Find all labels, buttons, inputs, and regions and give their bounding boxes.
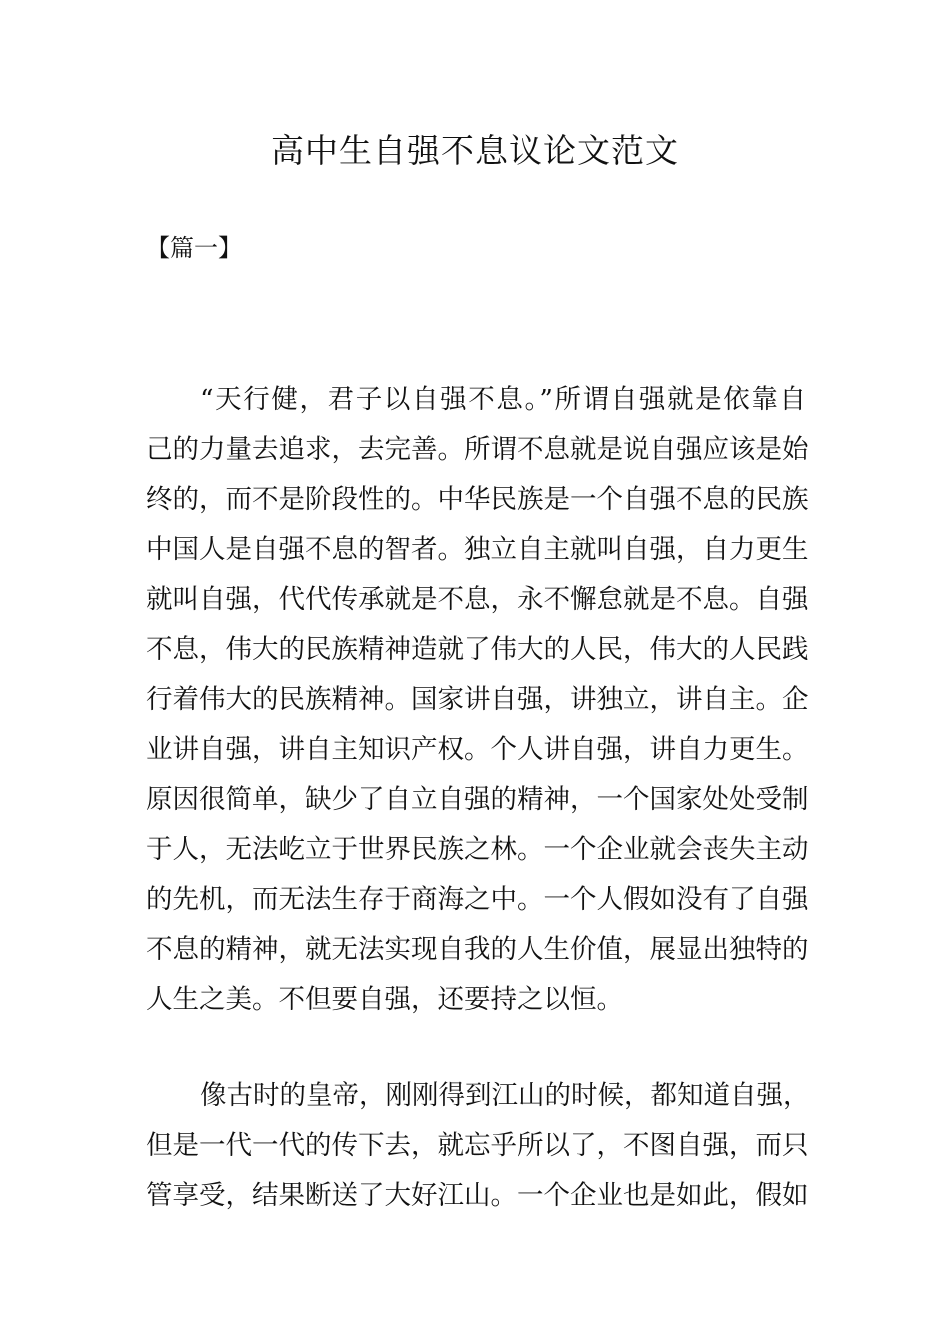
paragraph-line: 行着伟大的民族精神。国家讲自强，讲独立，讲自主。企 (146, 684, 809, 715)
paragraph-2 (146, 1071, 810, 1221)
paragraph-line: 业讲自强，讲自主知识产权。个人讲自强，讲自力更生。 (146, 734, 809, 765)
paragraph-line: 于人，无法屹立于世界民族之林。一个企业就会丧失主动 (146, 834, 809, 865)
paragraph-line: 人生之美。不但要自强，还要持之以恒。 (146, 984, 623, 1015)
paragraph-line: 原因很简单，缺少了自立自强的精神，一个国家处处受制 (146, 784, 809, 815)
paragraph-line: 不息，伟大的民族精神造就了伟大的人民，伟大的人民践 (146, 634, 809, 665)
paragraph-line: 但是一代一代的传下去，就忘乎所以了，不图自强，而只 (146, 1130, 809, 1161)
paragraph-line: “天行健，君子以自强不息。”所谓自强就是依靠自 (200, 384, 806, 415)
paragraph-line: 终的，而不是阶段性的。中华民族是一个自强不息的民族 (146, 484, 809, 515)
section-label: 【篇一】 (146, 234, 242, 262)
paragraph-line: 的先机，而无法生存于商海之中。一个人假如没有了自强 (146, 884, 809, 915)
paragraph-line: 就叫自强，代代传承就是不息，永不懈怠就是不息。自强 (146, 584, 809, 615)
paragraph-line: 像古时的皇帝，刚刚得到江山的时候，都知道自强， (200, 1080, 810, 1111)
paragraph-1 (146, 375, 809, 1025)
paragraph-line: 己的力量去追求，去完善。所谓不息就是说自强应该是始 (146, 434, 809, 465)
paragraph-line: 不息的精神，就无法实现自我的人生价值，展显出独特的 (146, 934, 809, 965)
paragraph-line: 中国人是自强不息的智者。独立自主就叫自强，自力更生 (146, 534, 809, 565)
document-title: 高中生自强不息议论文范文 (271, 131, 679, 170)
paragraph-line: 管享受，结果断送了大好江山。一个企业也是如此，假如 (146, 1180, 809, 1211)
